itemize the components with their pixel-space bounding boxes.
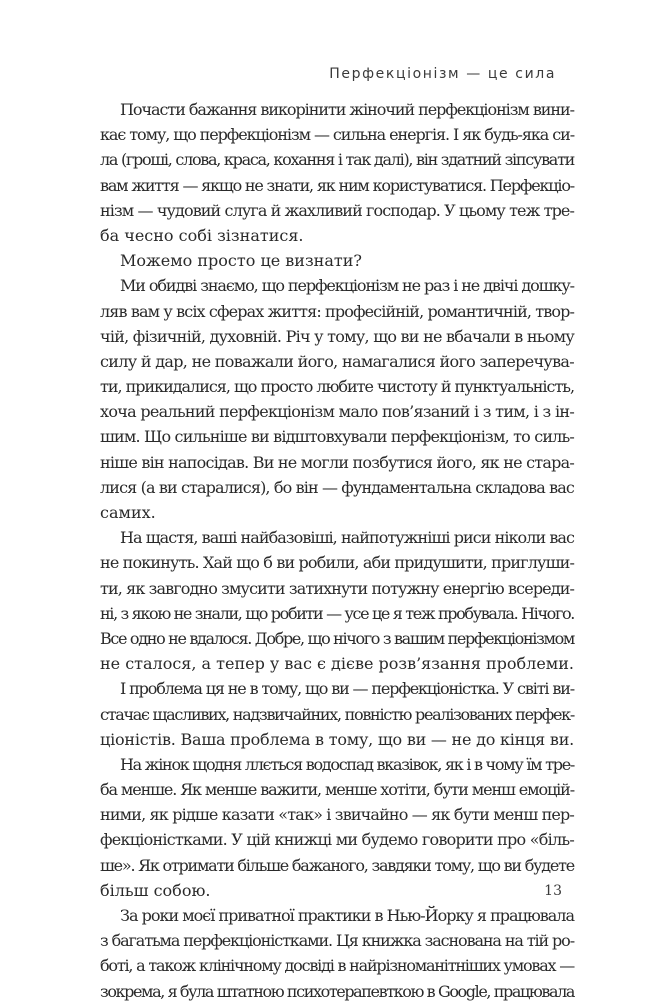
text-line: За роки моєї приватної практики в Нью-Йорку я працювала (120, 906, 574, 925)
text-line: І проблема ця не в тому, що ви — перфекціоністка. У світі ви- (120, 679, 574, 699)
text-line: ше». Як отримати більше бажаного, завдяки тому, що ви будете (100, 855, 574, 875)
text-line: лися (а ви старалися), бо він — фундаментальна складова вас (100, 477, 575, 497)
text-line: не покинуть. Хай що б ви робили, аби придушити, приглуши- (100, 553, 574, 573)
text-line: Ми обидві знаємо, що перфекціонізм не раз і не двічі дошку- (120, 276, 574, 296)
text-line: ніше він напосідав. Ви не могли позбутися його, як не стара- (100, 452, 574, 472)
running-header: Перфекціонізм — це сила (329, 66, 556, 82)
text-line: Все одно не вдалося. Добре, що нічого з вашим перфекціонізмом (100, 628, 574, 648)
text-line: шим. Що сильніше ви відштовхували перфекціонізм, то силь- (100, 427, 574, 447)
text-line: На щастя, ваші найбазовіші, найпотужніші риси ніколи вас (120, 528, 574, 548)
text-line: ти, прикидалися, що просто любите чистоту й пунктуальність, (100, 377, 575, 397)
text-line: хоча реальний перфекціонізм мало пов’язаний і з тим, і з ін- (100, 402, 575, 422)
text-line: На жінок щодня ллється водоспад вказівок, як і в чому їм тре- (120, 754, 575, 774)
text-line: ні, з якою не знали, що робити — усе це я теж пробувала. Нічого. (100, 603, 574, 623)
text-line: чій, фізичній, духовній. Річ у тому, що ви не вбачали в ньому (100, 326, 574, 346)
text-line: самих. (100, 503, 156, 522)
text-line: не сталося, а тепер у вас є дієве розв’язання проблеми. (100, 654, 574, 674)
text-line: з багатьма перфекціоністками. Ця книжка заснована на тій ро- (100, 931, 574, 951)
text-line: вам життя — якщо не знати, як ним користуватися. Перфекціо- (100, 175, 574, 195)
text-line: нізм — чудовий слуга й жахливий господар. У цьому теж тре- (100, 200, 574, 220)
text-line: Можемо просто це визнати? (120, 251, 362, 271)
text-line: боті, а також клінічному досвіді в найрізноманітніших умовах — (100, 956, 575, 976)
text-line: фекціоністками. У цій книжці ми будемо говорити про «біль- (100, 830, 574, 850)
text-line: стачає щасливих, надзвичайних, повністю реалізованих перфек- (100, 704, 574, 724)
text-line: ти, як завгодно змусити затихнути потужну енергію всереди- (100, 578, 575, 598)
text-line: силу й дар, не поважали його, намагалися його заперечува- (100, 351, 574, 371)
text-line: кає тому, що перфекціонізм — сильна енергія. І як будь-яка си- (100, 125, 575, 145)
text-line: ба чесно собі зізнатися. (100, 225, 304, 245)
text-line: Почасти бажання викорінити жіночий перфекціонізм вини- (120, 100, 574, 119)
text-line: ла (гроші, слова, краса, кохання і так далі), він здатний зіпсувати (100, 150, 575, 170)
text-line: зокрема, я була штатною психотерапевткою в Google, працювала (100, 981, 574, 1001)
text-line: ними, як рідше казати «так» і звичайно — як бути менш пер- (100, 805, 574, 825)
body-text (100, 97, 574, 1004)
text-line: ляв вам у всіх сферах життя: професійній, романтичній, твор- (100, 301, 574, 321)
text-line: ба менше. Як менше важити, менше хотіти, бути менш емоцій- (100, 780, 575, 800)
page-number: 13 (544, 883, 562, 899)
text-line: більш собою. (100, 880, 211, 900)
text-line: ціоністів. Ваша проблема в тому, що ви — не до кінця ви. (100, 729, 575, 749)
